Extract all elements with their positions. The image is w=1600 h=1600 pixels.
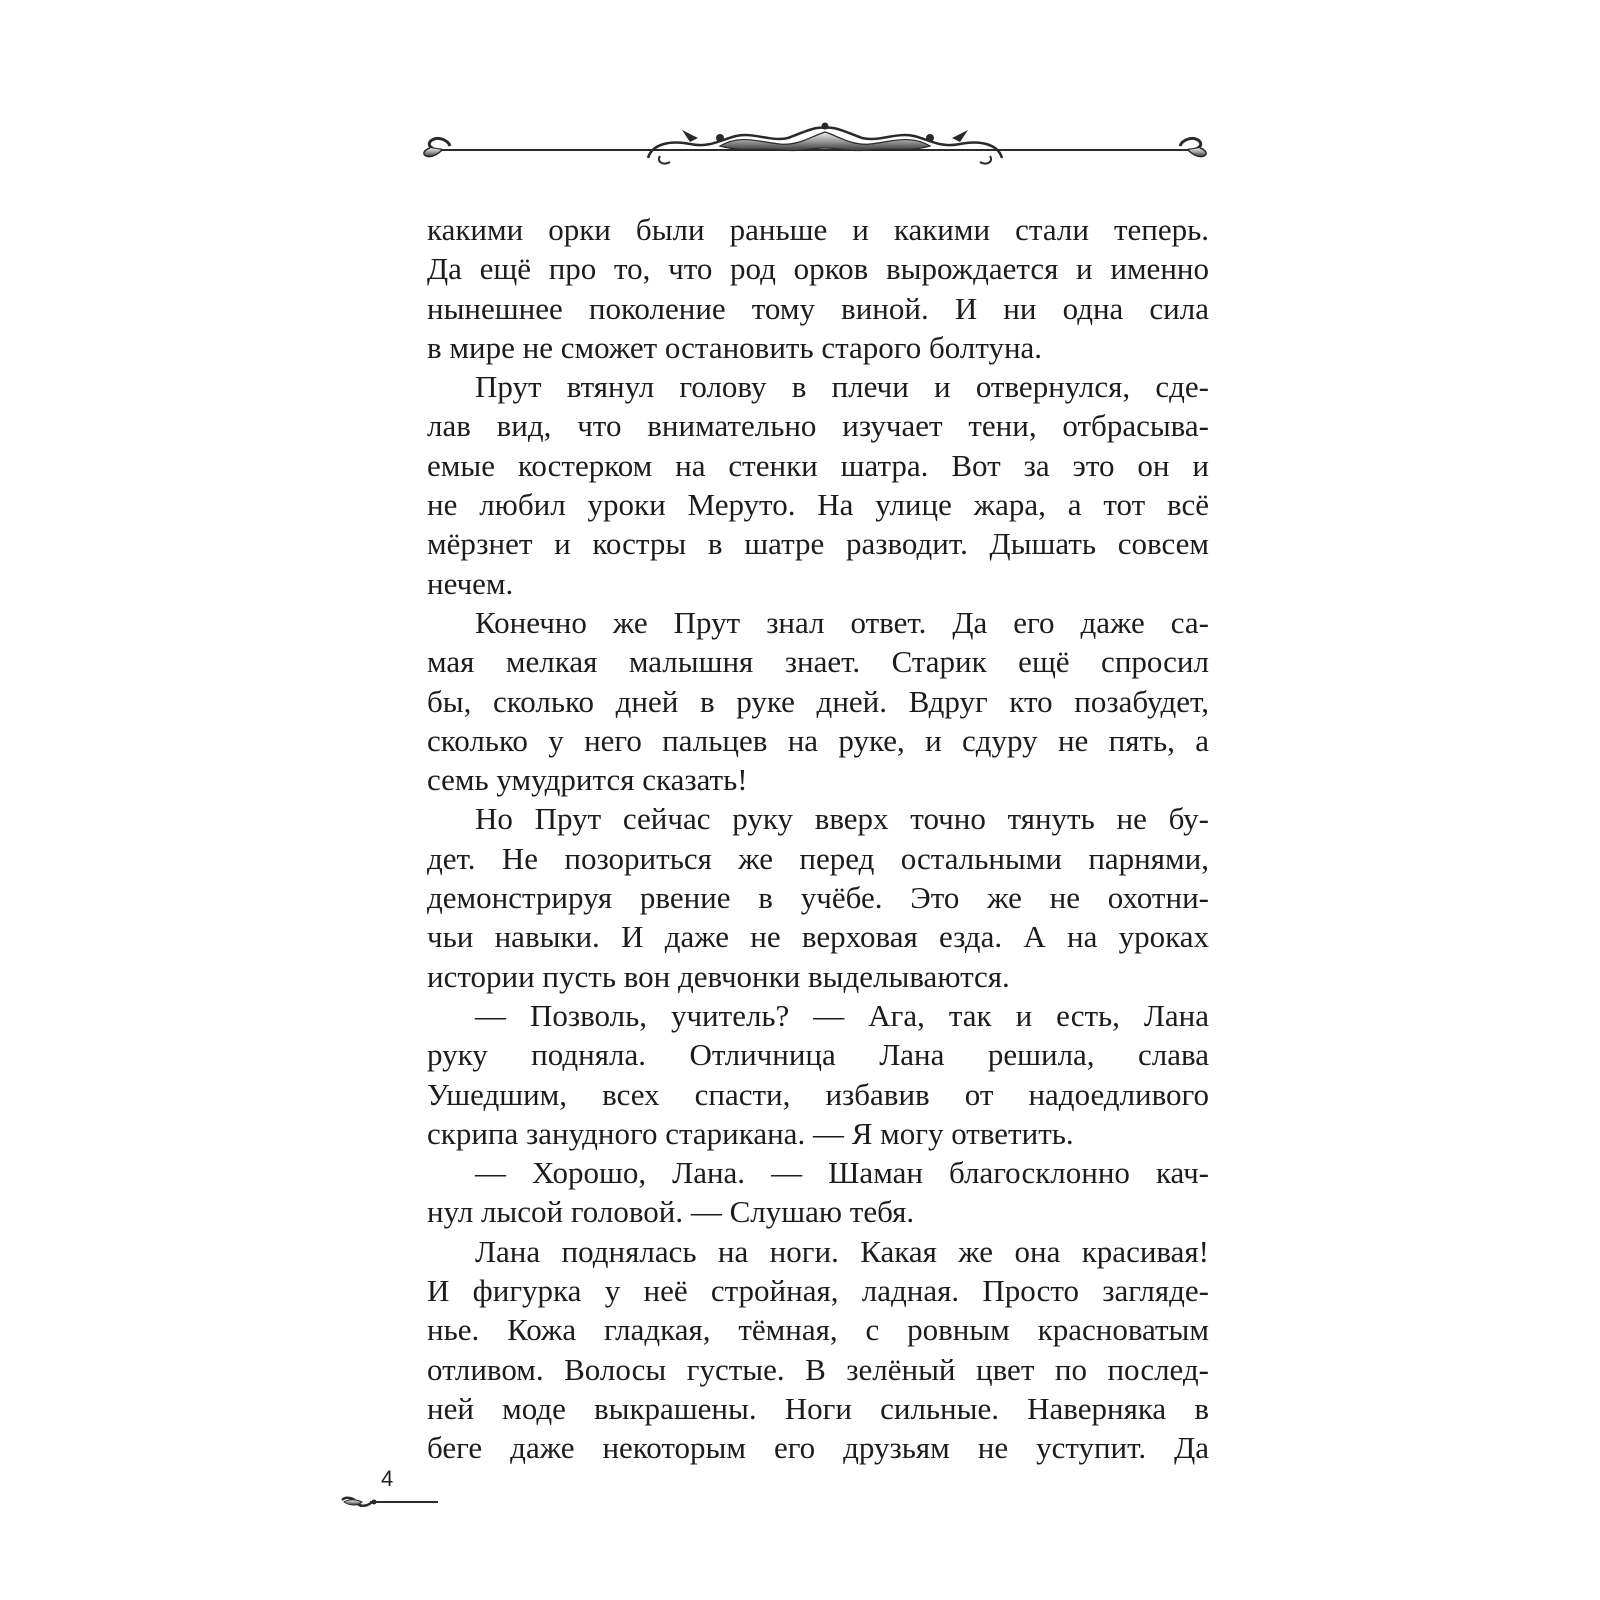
text-line: скрипа занудного старикана. — Я могу ответить.: [427, 1115, 1074, 1151]
text-line: сколько у него пальцев на руке, и сдуру не пять, а: [427, 722, 1209, 758]
text-line: Ушедшим, всех спасти, избавив от надоедливого: [427, 1076, 1209, 1112]
text-line: руку подняла. Отличница Лана решила, слава: [427, 1037, 1209, 1073]
text-line: нынешнее поколение тому виной. И ни одна сила: [427, 290, 1209, 326]
text-line: бы, сколько дней в руке дней. Вдруг кто позабудет,: [427, 683, 1209, 719]
text-line: емые костерком на стенки шатра. Вот за это он и: [427, 447, 1209, 483]
text-line: Конечно же Прут знал ответ. Да его даже са-: [475, 604, 1209, 640]
text-line: в мире не сможет остановить старого болтуна.: [427, 329, 1043, 365]
text-line: мёрзнет и костры в шатре разводит. Дышать совсем: [427, 526, 1209, 562]
text-line: — Хорошо, Лана. — Шаман благосклонно кач-: [475, 1155, 1209, 1191]
text-line: Да ещё про то, что род орков вырождается и именно: [427, 251, 1209, 287]
text-line: нье. Кожа гладкая, тёмная, с ровным красноватым: [427, 1312, 1209, 1348]
text-line: нул лысой головой. — Слушаю тебя.: [427, 1194, 915, 1230]
text-line: Но Прут сейчас руку вверх точно тянуть не бу-: [475, 801, 1209, 837]
text-line: Лана поднялась на ноги. Какая же она красивая!: [475, 1233, 1209, 1269]
text-line: лав вид, что внимательно изучает тени, отбрасыва-: [427, 408, 1209, 444]
footer-ornament-icon: [340, 1492, 440, 1512]
text-line: чьи навыки. И даже не верховая езда. А на уроках: [427, 919, 1209, 955]
text-line: семь умудрится сказать!: [427, 762, 748, 798]
text-line: ней моде выкрашены. Ноги сильные. Наверняка в: [427, 1390, 1209, 1426]
body-text: [427, 210, 1209, 1468]
text-line: дет. Не позориться же перед остальными парнями,: [427, 840, 1209, 876]
text-line: какими орки были раньше и какими стали теперь.: [427, 212, 1209, 247]
text-line: не любил уроки Меруто. На улице жара, а тот всё: [427, 487, 1209, 523]
text-line: отливом. Волосы густые. В зелёный цвет по послед-: [427, 1351, 1209, 1387]
text-line: беге даже некоторым его друзьям не уступит. Да: [427, 1430, 1209, 1466]
text-line: нечем.: [427, 565, 514, 601]
text-line: истории пусть вон девчонки выделываются.: [427, 958, 1010, 994]
page-number: 4: [381, 1466, 394, 1491]
text-line: демонстрируя рвение в учёбе. Это же не охотни-: [427, 880, 1209, 916]
text-line: Прут втянул голову в плечи и отвернулся, сде-: [475, 369, 1209, 405]
header-ornament-icon: [420, 118, 1210, 178]
text-line: И фигурка у неё стройная, ладная. Просто загляде-: [427, 1273, 1209, 1309]
text-line: — Позволь, учитель? — Ага, так и есть, Лана: [475, 997, 1209, 1033]
text-line: мая мелкая малышня знает. Старик ещё спросил: [427, 644, 1209, 680]
